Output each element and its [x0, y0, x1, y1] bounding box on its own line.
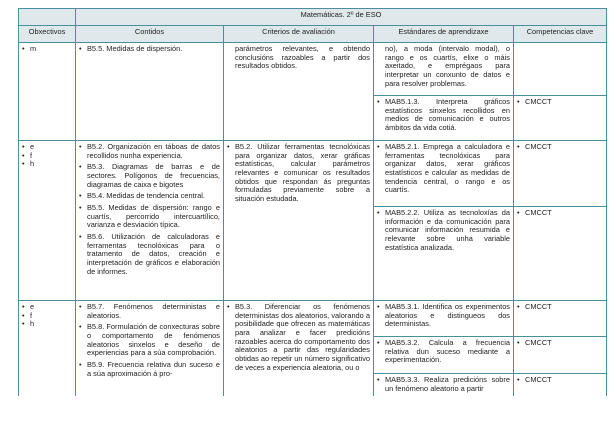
competencias-cell: [514, 141, 607, 207]
competencia-item: • CMCCT: [517, 143, 603, 152]
obxectivo-item: • h: [22, 160, 72, 169]
estandar-cell: [374, 337, 514, 374]
estandar-cell: [374, 301, 514, 337]
table-title: Matemáticas. 2º de ESO: [76, 9, 607, 26]
competencia-item: • CMCCT: [517, 339, 603, 348]
competencias-cell: [514, 43, 607, 96]
estandar-item: • MAB5.3.2. Calcula a frecuencia relativa dun suceso mediante a experimentación.: [377, 339, 510, 365]
contido-item: • B5.5. Medidas de dispersión: rango e cuartís, percorrido intercuartílico, varianza e desviación típica.: [79, 204, 220, 230]
table-title-row: [19, 9, 607, 26]
contido-item: • B5.7. Fenómenos deterministas e aleatorios.: [79, 303, 220, 320]
estandar-cell: [374, 374, 514, 396]
estandar-item: • MAB5.1.3. Interpreta gráficos estatísticos sinxelos recollidos en medios de comunicación e outros ámbitos da vida cotiá.: [377, 98, 510, 133]
column-header-row: [19, 26, 607, 43]
contidos-cell: [76, 141, 224, 301]
estandar-cell: [374, 43, 514, 96]
table-row: [19, 301, 607, 337]
contidos-cell: [76, 301, 224, 396]
estandar-item: • MAB5.2.2. Utiliza as tecnoloxías da información e da comunicación para comunicar información resumida e relevante sobre unha variable estatística analizada.: [377, 209, 510, 252]
estandar-item: • MAB5.2.1. Emprega a calculadora e ferramentas tecnolóxicas para organizar datos, xerar gráficos estatísticos e calcular as medidas de tendencia central, o rango e os cuartís.: [377, 143, 510, 195]
competencia-item: • CMCCT: [517, 98, 603, 107]
obxectivo-item: • e: [22, 143, 72, 152]
col-header-estandares: Estándares de aprendizaxe: [374, 26, 514, 43]
obxectivos-cell: [19, 301, 76, 396]
competencias-cell: [514, 337, 607, 374]
estandar-cell: [374, 207, 514, 301]
contido-item: • B5.9. Frecuencia relativa dun suceso e a súa aproximación á pro-: [79, 361, 220, 378]
estandar-item: • MAB5.3.1. Identifica os experimentos aleatorios e distingueos dos deterministas.: [377, 303, 510, 329]
criterio-item: • B5.3. Diferenciar os fenómenos deterministas dos aleatorios, valorando a posibilidade que ofrecen as matemáticas para analizar e facer predicións razoables acerca do comportamento dos aleatorios a partir das regularidades obtidas ao repetir un número significativo de veces a experiencia aleatoria, ou o: [227, 303, 370, 372]
contido-item: • B5.8. Formulación de conxecturas sobre o comportamento de fenómenos aleatorios sinxelos e deseño de experiencias para a súa comprobación.: [79, 323, 220, 358]
curriculum-table: [18, 8, 607, 396]
col-header-contidos: Contidos: [76, 26, 224, 43]
competencias-cell: [514, 96, 607, 141]
title-blank-cell: [19, 9, 76, 26]
criterio-text: parámetros relevantes, e obtendo conclusións razoables a partir dos resultados obtidos.: [235, 44, 370, 71]
contido-item: • B5.4. Medidas de tendencia central.: [79, 192, 220, 201]
table-row: [19, 43, 607, 96]
estandar-text: no), a moda (intervalo modal), o rango e os cuartís, elixe o máis axeitado, e emprégaos para interpretar un conxunto de datos e para resolver problemas.: [385, 44, 510, 88]
contido-item: • B5.6. Utilización de calculadoras e ferramentas tecnolóxicas para o tratamento de datos, creación e interpretación de gráficos e elaboración de informes.: [79, 233, 220, 276]
competencias-cell: [514, 301, 607, 337]
competencia-item: • CMCCT: [517, 376, 603, 385]
criterio-item: • B5.2. Utilizar ferramentas tecnolóxicas para organizar datos, xerar gráficas estatísticas, calcular parámetros relevantes e comunicar os resultados obtidos que respondan ás preguntas formuladas previamente sobre a situación estudada.: [227, 143, 370, 204]
competencia-item: • CMCCT: [517, 209, 603, 218]
col-header-competencias: Competencias clave: [514, 26, 607, 43]
obxectivo-item: • h: [22, 320, 72, 329]
criterios-cell: [224, 141, 374, 301]
contido-item: • B5.3. Diagramas de barras e de sectores. Polígonos de frecuencias, diagramas de caixa e bigotes: [79, 163, 220, 189]
contidos-cell: [76, 43, 224, 141]
estandar-item: • MAB5.3.3. Realiza predicións sobre un fenómeno aleatorio a partir: [377, 376, 510, 393]
obxectivos-cell: [19, 141, 76, 301]
contido-item: • B5.2. Organización en táboas de datos recollidos nunha experiencia.: [79, 143, 220, 160]
estandar-cell: [374, 141, 514, 207]
obxectivo-item: • e: [22, 303, 72, 312]
col-header-criterios: Criterios de avaliación: [224, 26, 374, 43]
competencia-item: • CMCCT: [517, 303, 603, 312]
competencias-cell: [514, 374, 607, 396]
table-row: [19, 141, 607, 207]
estandar-cell: [374, 96, 514, 141]
obxectivo-item: • m: [22, 45, 72, 54]
col-header-obxectivos: Obxectivos: [19, 26, 76, 43]
criterios-cell: [224, 301, 374, 396]
obxectivos-cell: [19, 43, 76, 141]
obxectivo-item: • f: [22, 312, 72, 321]
competencias-cell: [514, 207, 607, 301]
obxectivo-item: • f: [22, 152, 72, 161]
contido-item: • B5.5. Medidas de dispersión.: [79, 45, 220, 54]
criterios-cell: [224, 43, 374, 141]
